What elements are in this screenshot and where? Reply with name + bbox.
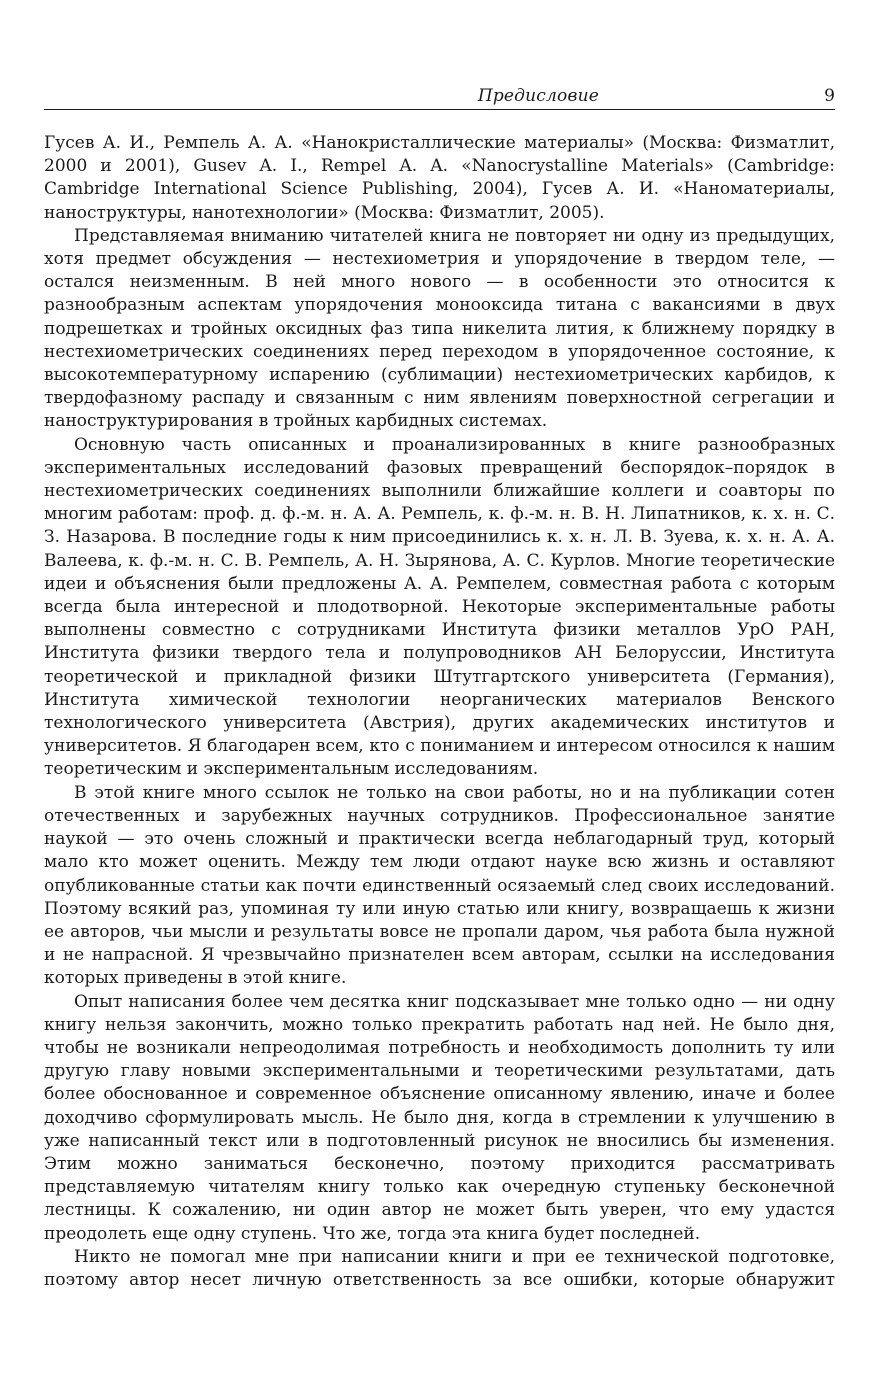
paragraph: Основную часть описанных и проанализированных в книге разнообразных экспериментальных исследований фазовых превращений беспорядок–порядок в нестехиометрических соединениях выполнили ближайшие коллеги и соавторы по многим работам: проф. д. ф.-м. н. А. А. Ремпель, к. ф.-м. н. В. Н. Липатников, к. х. н. С. З. Назарова. В последние годы к ним присоединились к. х. н. Л. В. Зуева, к. х. н. А. А. Валеева, к. ф.-м. н. С. В. Ремпель, А. Н. Зырянова, А. С. Курлов. Многие теоретические идеи и объяснения были предложены А. А. Ремпелем, совместная работа с которым всегда была интересной и плодотворной. Некоторые экспериментальные работы выполнены совместно с сотрудниками Института физики металлов УрО РАН, Института физики твердого тела и полупроводников АН Белоруссии, Института теоретической и прикладной физики Штутгартского университета (Германия), Института химической технологии неорганических материалов Венского технологического университета (Австрия), других академических институтов и университетов. Я благодарен всем, кто с пониманием и интересом относился к нашим теоретическим и экспериментальным исследованиям. xyxy=(44,434,835,780)
paragraph: Никто не помогал мне при написании книги и при ее технической подготовке, поэтому автор несет личную ответственность за все ошибки, которые обнаружит xyxy=(44,1246,835,1290)
running-title: Предисловие xyxy=(477,86,599,106)
running-header xyxy=(44,84,835,110)
page-number: 9 xyxy=(824,86,835,106)
paragraph: Опыт написания более чем десятка книг подсказывает мне только одно — ни одну книгу нельзя закончить, можно только прекратить работать над ней. Не было дня, чтобы не возникали непреодолимая потребность и необходимость дополнить ту или другую главу новыми экспериментальными и теоретическими результатами, дать более обоснованное и современное объяснение описанному явлению, иначе и более доходчиво сформулировать мысль. Не было дня, когда в стремлении к улучшению в уже написанный текст или в подготовленный рисунок не вносились бы изменения. Этим можно заниматься бесконечно, поэтому приходится рассматривать представляемую читателям книгу только как очередную ступеньку бесконечной лестницы. К сожалению, ни один автор не может быть уверен, что ему удастся преодолеть еще одну ступень. Что же, тогда эта книга будет последней. xyxy=(44,991,835,1244)
body-text xyxy=(44,132,835,1292)
paragraph: В этой книге много ссылок не только на свои работы, но и на публикации сотен отечественных и зарубежных научных сотрудников. Профессиональное занятие наукой — это очень сложный и практически всегда неблагодарный труд, который мало кто может оценить. Между тем люди отдают науке всю жизнь и оставляют опубликованные статьи как почти единственный осязаемый след своих исследований. Поэтому всякий раз, упоминая ту или иную статью или книгу, возвращаешь к жизни ее авторов, чьи мысли и результаты вовсе не пропали даром, чья работа была нужной и не напрасной. Я чрезвычайно признателен всем авторам, ссылки на исследования которых приведены в этой книге. xyxy=(44,782,835,989)
paragraph-continuation: Гусев А. И., Ремпель А. А. «Нанокристаллические материалы» (Москва: Физматлит, 2000 и 2001), Gusev A. I., Rempel A. A. «Nanocrystalline Materials» (Cambridge: Cambridge International Science Publishing, 2004), Гусев А. И. «Наноматериалы, наноструктуры, нанотехнологии» (Москва: Физматлит, 2005). xyxy=(44,133,835,223)
paragraph: Представляемая вниманию читателей книга не повторяет ни одну из предыдущих, хотя предмет обсуждения — нестехиометрия и упорядочение в твердом теле, — остался неизменным. В ней много нового — в особенности это относится к разнообразным аспектам упорядочения монооксида титана с вакансиями в двух подрешетках и тройных оксидных фаз типа никелита лития, к ближнему порядку в нестехиометрических соединениях перед переходом в упорядоченное состояние, к высокотемпературному испарению (сублимации) нестехиометрических карбидов, к твердофазному распаду и связанным с ним явлениям поверхностной сегрегации и наноструктурирования в тройных карбидных системах. xyxy=(44,225,835,432)
